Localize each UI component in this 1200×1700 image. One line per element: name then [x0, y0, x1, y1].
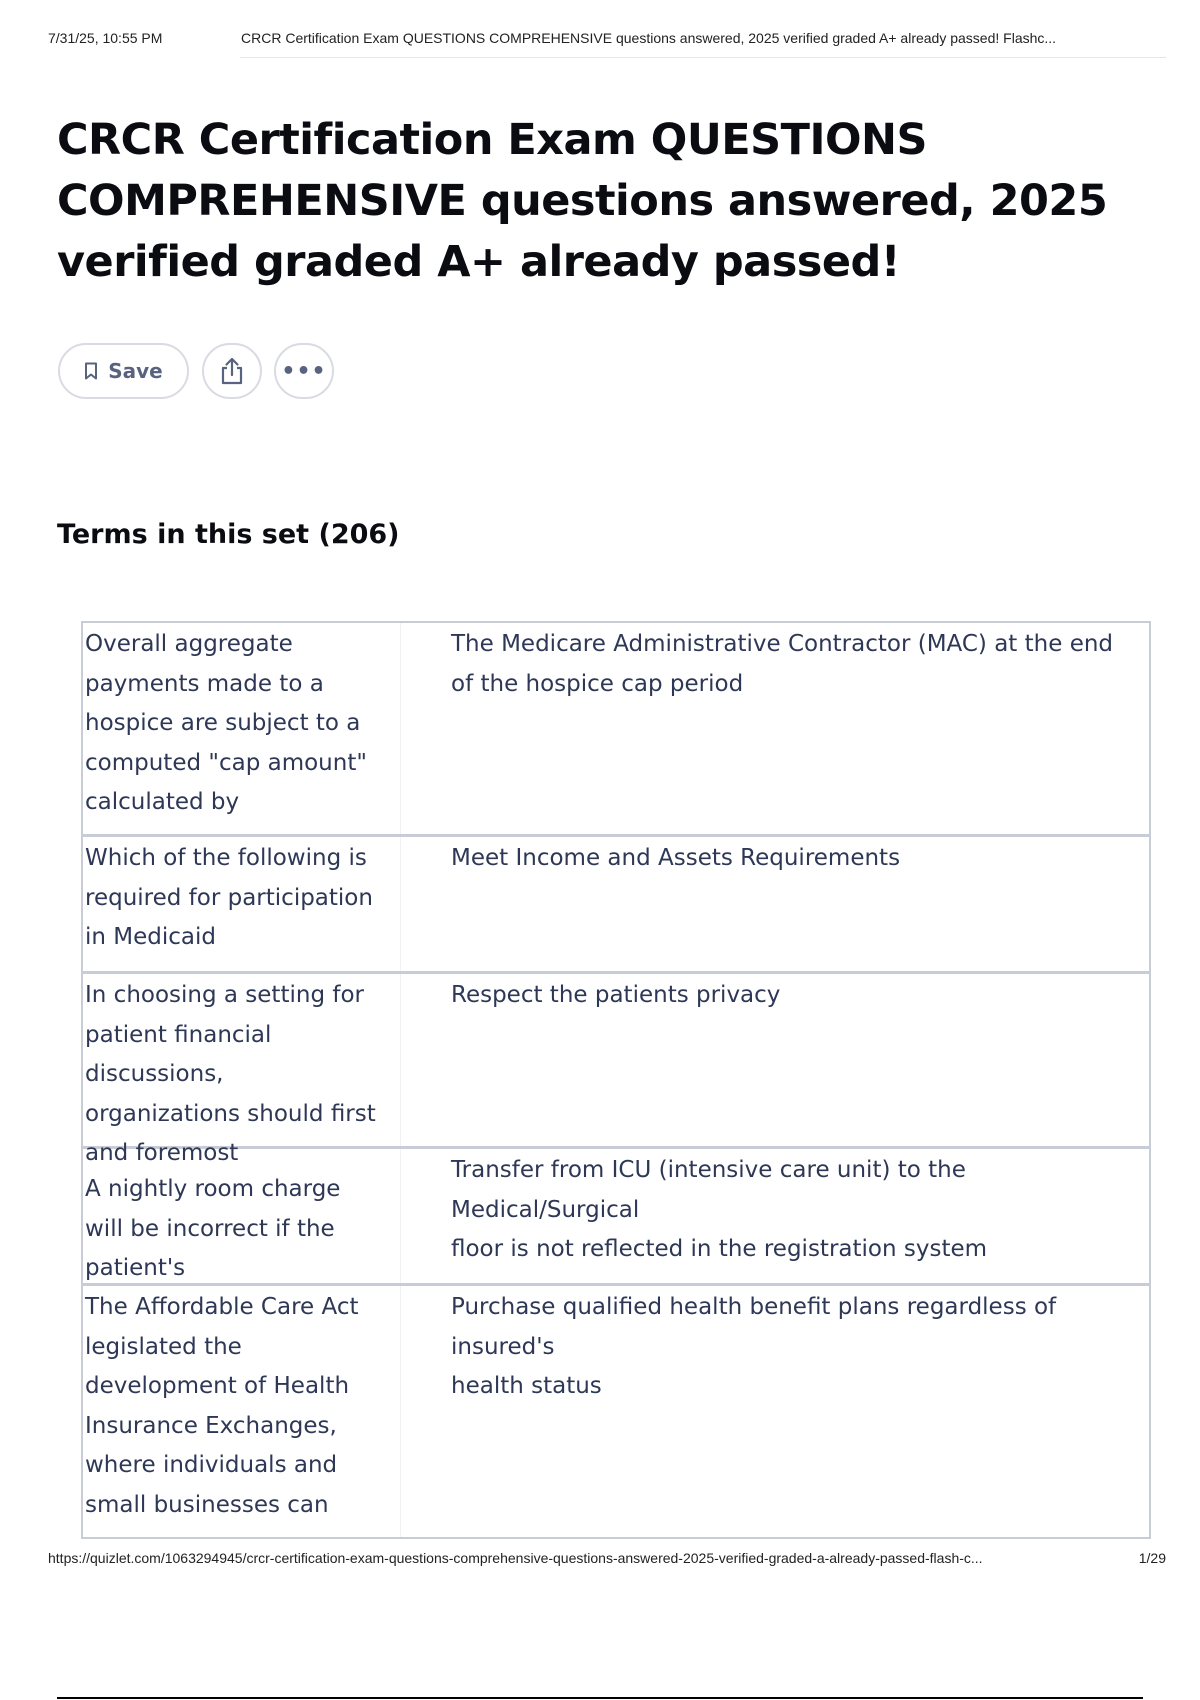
definition-text [401, 1286, 1149, 1537]
term-row[interactable] [83, 1149, 1149, 1286]
more-options-button[interactable] [274, 343, 334, 399]
definition-text [401, 974, 1149, 1146]
term-row[interactable] [83, 623, 1149, 837]
terms-list [81, 621, 1151, 1539]
definition-line: Respect the patients privacy [451, 982, 781, 1008]
definition-text [401, 623, 1149, 834]
header-divider [240, 57, 1166, 58]
print-header [48, 30, 1166, 52]
definition-line: Purchase qualified health benefit plans regardless of insured's [451, 1294, 1057, 1360]
print-datetime: 7/31/25, 10:55 PM [48, 30, 163, 46]
page-bottom-divider [57, 1697, 1143, 1699]
definition-text [401, 837, 1149, 971]
term-text: A nightly room charge will be incorrect if the patient's [83, 1149, 401, 1283]
print-document-title: CRCR Certification Exam QUESTIONS COMPREHENSIVE questions answered, 2025 verified graded A+ already passed! Flashc... [241, 30, 1057, 46]
term-row[interactable] [83, 837, 1149, 974]
definition-line: Transfer from ICU (intensive care unit) to the Medical/Surgical [451, 1157, 966, 1223]
definition-line: Meet Income and Assets Requirements [451, 845, 901, 871]
definition-line: health status [451, 1373, 602, 1399]
terms-heading: Terms in this set (206) [57, 519, 400, 550]
definition-text [401, 1149, 1149, 1283]
page-number: 1/29 [1138, 1550, 1166, 1566]
definition-line: The Medicare Administrative Contractor (MAC) at the end of the hospice cap period [451, 631, 1114, 697]
save-button-label: Save [108, 359, 163, 383]
term-text: Which of the following is required for participation in Medicaid [83, 837, 401, 971]
share-button[interactable] [202, 343, 262, 399]
term-text: In choosing a setting for patient financial discussions, organizations should first and foremost [83, 974, 401, 1146]
more-options-icon: ••• [281, 358, 327, 384]
print-footer [48, 1550, 1166, 1572]
save-button[interactable] [58, 343, 189, 399]
term-text: The Affordable Care Act legislated the development of Health Insurance Exchanges, where individuals and small businesses can [83, 1286, 401, 1537]
term-row[interactable] [83, 1286, 1149, 1537]
share-icon [219, 357, 245, 385]
term-text: Overall aggregate payments made to a hospice are subject to a computed "cap amount" calculated by [83, 623, 401, 834]
page-url: https://quizlet.com/1063294945/crcr-certification-exam-questions-comprehensive-questions-answered-2025-verified-graded-a-already-passed-flash-c... [48, 1550, 983, 1566]
definition-line: floor is not reflected in the registration system [451, 1236, 988, 1262]
page-title: CRCR Certification Exam QUESTIONS COMPREHENSIVE questions answered, 2025 verified graded A+ already passed! [57, 115, 1108, 287]
term-row[interactable] [83, 974, 1149, 1166]
bookmark-icon [84, 362, 98, 380]
